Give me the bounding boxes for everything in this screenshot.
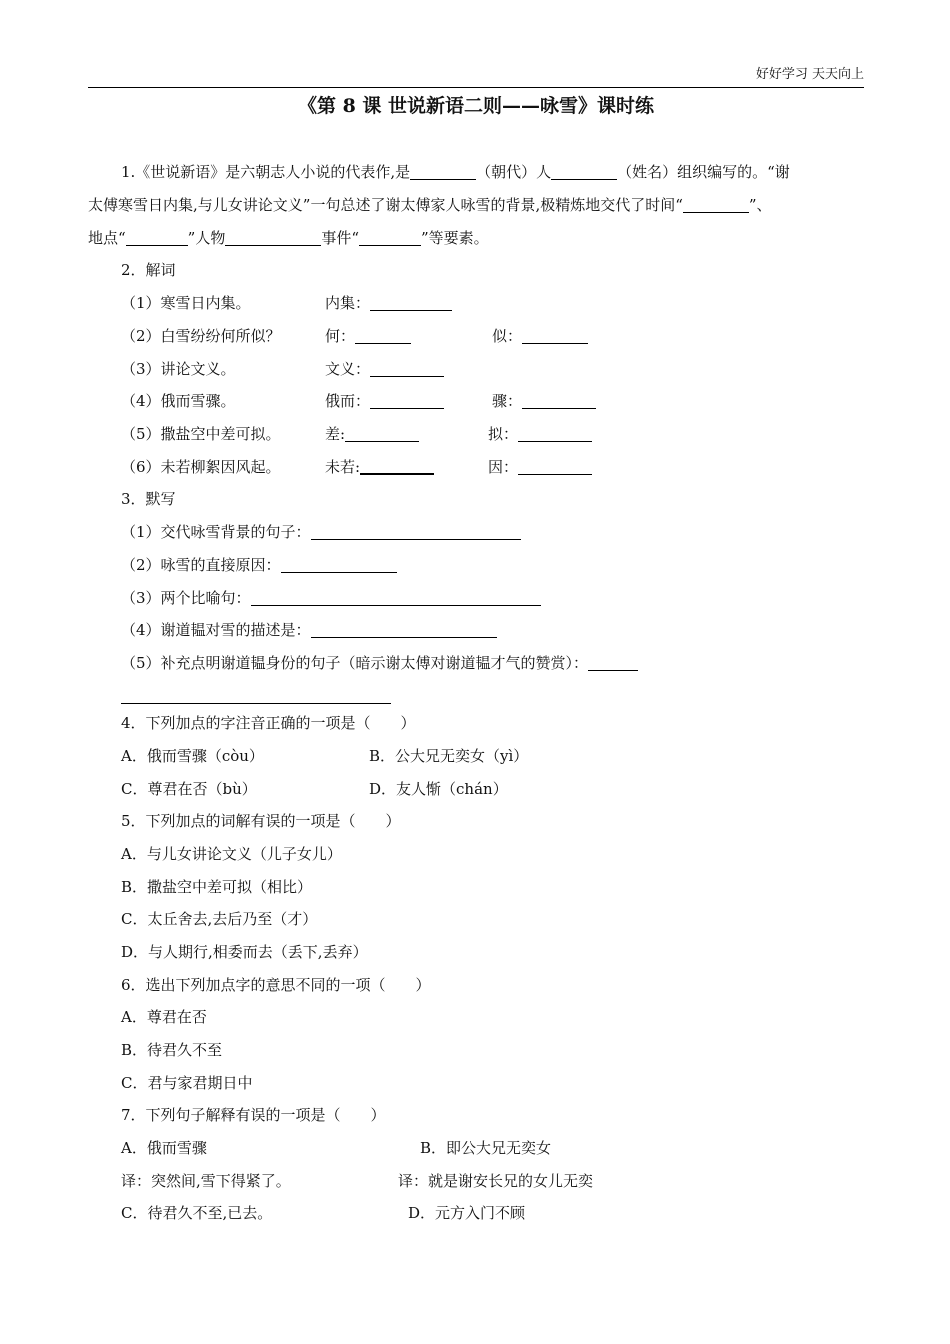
q3-item <box>121 587 541 609</box>
q4-option-b[interactable]: B．公大兄无奕女（yì） <box>369 747 529 765</box>
q7-option-a[interactable]: A．俄而雪骤 <box>121 1139 207 1157</box>
q2-word-field <box>325 423 419 445</box>
q7-option-c[interactable]: C．待君久不至,已去。 <box>121 1204 273 1222</box>
q7-stem: 7．下列句子解释有误的一项是（ ） <box>121 1106 386 1124</box>
answer-blank[interactable] <box>522 328 588 344</box>
q5-option[interactable]: B．撒盐空中差可拟（相比） <box>121 878 313 896</box>
q5-option[interactable]: A．与儿女讲论文义（儿子女儿） <box>121 845 342 863</box>
q3-heading: 3．默写 <box>121 490 176 508</box>
q2-sentence: （4）俄而雪骤。 <box>121 392 236 410</box>
q3-prompt: （3）两个比喻句： <box>121 589 251 607</box>
q2-word: 因： <box>488 458 519 476</box>
answer-blank[interactable] <box>551 164 617 180</box>
q7-option-b[interactable]: B．即公大兄无奕女 <box>420 1139 552 1157</box>
q4-option-a[interactable]: A．俄而雪骤（còu） <box>121 747 264 765</box>
q2-word-field <box>492 390 596 412</box>
q2-word: 未若: <box>325 458 361 476</box>
q2-word: 俄而： <box>325 392 371 410</box>
q4-stem: 4．下列加点的字注音正确的一项是（ ） <box>121 714 416 732</box>
q2-word: 内集： <box>325 294 371 312</box>
answer-blank[interactable] <box>355 328 411 344</box>
q1-line2 <box>88 194 772 216</box>
q1-line1 <box>121 161 790 183</box>
header-divider <box>88 87 864 88</box>
q7-option-b-translation: 译：就是谢安长兄的女儿无奕 <box>398 1172 594 1190</box>
q2-word: 文义： <box>325 360 371 378</box>
answer-blank[interactable] <box>121 688 391 704</box>
q3-item <box>121 554 397 576</box>
q2-word-field <box>325 390 444 412</box>
q1-text: （朝代）人 <box>476 163 552 181</box>
q7-option-d[interactable]: D．元方入门不顾 <box>408 1204 526 1222</box>
q6-option[interactable]: C．君与家君期日中 <box>121 1074 253 1092</box>
q2-word-field <box>325 456 434 478</box>
q2-word-field <box>488 456 592 478</box>
answer-blank[interactable] <box>683 197 749 213</box>
q2-word: 似： <box>492 327 523 345</box>
q5-stem: 5．下列加点的词解有误的一项是（ ） <box>121 812 401 830</box>
q3-prompt: （5）补充点明谢道韫身份的句子（暗示谢太傅对谢道韫才气的赞赏）： <box>121 654 589 672</box>
q1-line3 <box>88 227 489 249</box>
answer-blank[interactable] <box>251 590 541 606</box>
q1-text: ”等要素。 <box>421 229 489 247</box>
answer-blank[interactable] <box>360 458 434 475</box>
q1-text: ”人物 <box>187 229 226 247</box>
q2-sentence: （6）未若柳絮因风起。 <box>121 458 281 476</box>
q2-sentence: （1）寒雪日内集。 <box>121 294 251 312</box>
q2-word: 骤： <box>492 392 523 410</box>
q5-option[interactable]: D．与人期行,相委而去（丢下,丢弃） <box>121 943 368 961</box>
answer-blank[interactable] <box>370 295 452 311</box>
q1-text: （姓名）组织编写的。“谢 <box>617 163 790 181</box>
q2-word-field <box>325 292 452 314</box>
answer-blank[interactable] <box>522 393 596 409</box>
q5-option[interactable]: C．太丘舍去,去后乃至（才） <box>121 910 318 928</box>
q3-prompt: （2）咏雪的直接原因： <box>121 556 281 574</box>
q3-prompt: （1）交代咏雪背景的句子： <box>121 523 311 541</box>
q7-option-a-translation: 译：突然间,雪下得紧了。 <box>121 1172 291 1190</box>
q2-word-field <box>325 325 411 347</box>
q2-word: 拟： <box>488 425 519 443</box>
answer-blank[interactable] <box>126 230 188 246</box>
q2-word: 何： <box>325 327 356 345</box>
q3-item-continuation <box>121 685 391 707</box>
q3-prompt: （4）谢道韫对雪的描述是： <box>121 621 311 639</box>
q3-item <box>121 521 521 543</box>
answer-blank[interactable] <box>345 426 419 442</box>
q2-heading: 2．解词 <box>121 261 176 279</box>
answer-blank[interactable] <box>370 361 444 377</box>
q2-sentence: （2）白雪纷纷何所似？ <box>121 327 281 345</box>
answer-blank[interactable] <box>370 393 444 409</box>
answer-blank[interactable] <box>518 459 592 475</box>
page-title: 《第 8 课 世说新语二则——咏雪》课时练 <box>297 95 655 117</box>
q1-text: 地点“ <box>88 229 126 247</box>
q6-option[interactable]: B．待君久不至 <box>121 1041 223 1059</box>
answer-blank[interactable] <box>281 557 397 573</box>
q2-sentence: （3）讲论文义。 <box>121 360 236 378</box>
answer-blank[interactable] <box>311 622 497 638</box>
q1-text: 太傅寒雪日内集,与儿女讲论文义”一句总述了谢太傅家人咏雪的背景,极精炼地交代了时间“ <box>88 196 683 214</box>
answer-blank[interactable] <box>359 230 421 246</box>
q4-option-c[interactable]: C．尊君在否（bù） <box>121 780 257 798</box>
q2-word-field <box>325 358 444 380</box>
q1-text: 事件“ <box>321 229 360 247</box>
answer-blank[interactable] <box>410 164 476 180</box>
header-motto: 好好学习 天天向上 <box>755 67 864 82</box>
q4-option-d[interactable]: D．友人惭（chán） <box>369 780 508 798</box>
q3-item <box>121 619 497 641</box>
q2-sentence: （5）撒盐空中差可拟。 <box>121 425 281 443</box>
q6-option[interactable]: A．尊君在否 <box>121 1008 207 1026</box>
answer-blank[interactable] <box>588 655 638 671</box>
q1-text: 1.《世说新语》是六朝志人小说的代表作,是 <box>121 163 411 181</box>
q2-word-field <box>488 423 592 445</box>
q2-word: 差: <box>325 425 346 443</box>
answer-blank[interactable] <box>225 230 321 246</box>
answer-blank[interactable] <box>311 524 521 540</box>
answer-blank[interactable] <box>518 426 592 442</box>
q1-text: ”、 <box>748 196 772 214</box>
q3-item <box>121 652 638 674</box>
q6-stem: 6．选出下列加点字的意思不同的一项（ ） <box>121 976 431 994</box>
q2-word-field <box>492 325 588 347</box>
